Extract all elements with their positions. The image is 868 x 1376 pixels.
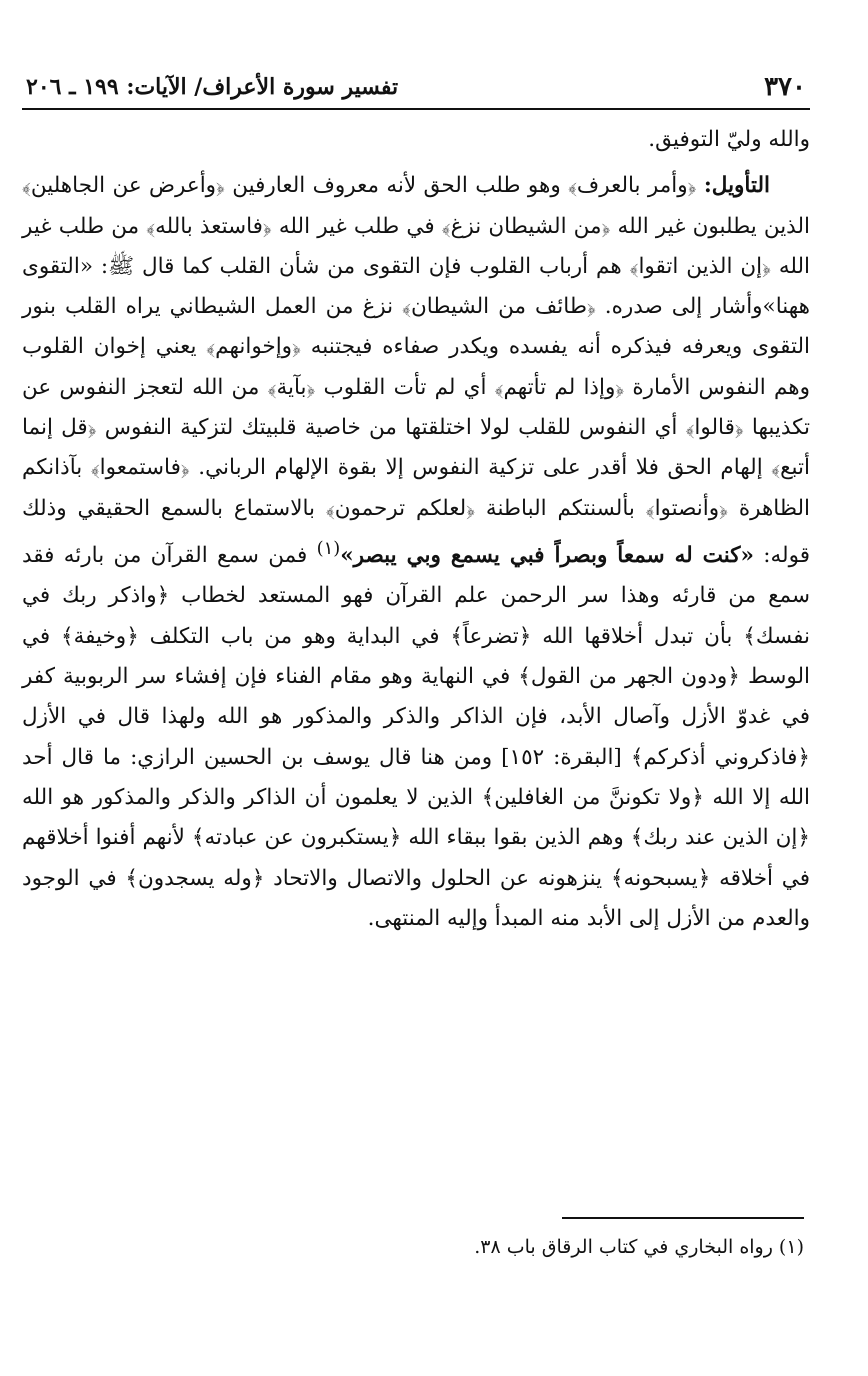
header-title: تفسير سورة الأعراف/ الآيات: ١٩٩ ـ ٢٠٦ xyxy=(26,74,399,100)
running-header xyxy=(22,70,810,110)
footnote: (١) رواه البخاري في كتاب الرقاق باب ٣٨. xyxy=(474,1236,804,1258)
body-text xyxy=(22,120,810,939)
ta-wil-lead: التأويل: xyxy=(703,173,770,199)
footnote-divider xyxy=(562,1217,804,1219)
footnote-marker: (١) xyxy=(316,537,341,559)
ta-wil-paragraph xyxy=(22,166,810,939)
hadith-quote: «كنت له سمعاً وبصراً فبي يسمع وبي يبصر» xyxy=(340,543,754,569)
ta-wil-text: ﴿وأمر بالعرف﴾ وهو طلب الحق لأنه معروف العارفين ﴿وأعرض عن الجاهلين﴾ الذين يطلبون غير الله ﴿من الشيطان نزغ﴾ في طلب غير الله ﴿فاستعذ بالله﴾ من طلب غير الله ﴿إن الذين اتقوا﴾ هم أرباب القلوب فإن التقوى من شأن القلب كما قال ﷺ: «التقوى ههنا»وأشار إلى صدره. ﴿طائف من الشيطان﴾ نزغ من العمل الشيطاني يراه القلب بنور التقوى ويعرفه فيذكره أنه يفسده ويكدر صفاءه فيجتنبه ﴿وإخوانهم﴾ يعني إخوان القلوب وهم النفوس الأمارة ﴿وإذا لم تأتهم﴾ أي لم تأت القلوب ﴿بآية﴾ من الله لتعجز النفوس عن تكذيبها ﴿قالوا﴾ أي النفوس للقلب لولا اختلقتها من خاصية قلبيتك لتزكية النفوس ﴿قل إنما أتبع﴾ إلهام الحق فلا أقدر على تزكية النفوس إلا بقوة الإلهام الرباني. ﴿فاستمعوا﴾ بآذانكم الظاهرة ﴿وأنصتوا﴾ بألسنتكم الباطنة ﴿لعلكم ترحمون﴾ بالاستماع بالسمع الحقيقي وذلك قوله: xyxy=(22,173,811,569)
closing-line: والله وليّ التوفيق. xyxy=(648,127,810,152)
page-number: ٣٧٠ xyxy=(764,72,806,102)
continuation-text: فمن سمع القرآن من بارئه فقد سمع من قارئه وهذا سر الرحمن علم القرآن فهو المستعد لخطاب ﴿واذكر ربك في نفسك﴾ بأن تبدل أخلاقها الله ﴿تضرعاً﴾ في البداية وهو من باب التكلف ﴿وخيفة﴾ في الوسط ﴿ودون الجهر من القول﴾ في النهاية وهو مقام الفناء فإن إفشاء سر الربوبية كفر في غدوّ الأزل وآصال الأبد، فإن الذاكر والذكر والمذكور هو الله ولهذا قال في الأزل ﴿فاذكروني أذكركم﴾ [البقرة: ١٥٢] ومن هنا قال يوسف بن الحسين الرازي: ما قال أحد الله إلا الله ﴿ولا تكوننَّ من الغافلين﴾ الذين لا يعلمون أن الذاكر والذكر والمذكور هو الله ﴿إن الذين عند ربك﴾ وهم الذين بقوا ببقاء الله ﴿يستكبرون عن عبادته﴾ لأنهم أفنوا أخلاقهم في أخلاقه ﴿يسبحونه﴾ ينزهونه عن الحلول والاتصال والاتحاد ﴿وله يسجدون﴾ في الوجود والعدم من الأزل إلى الأبد منه المبدأ وإليه المنتهى. xyxy=(22,543,810,931)
